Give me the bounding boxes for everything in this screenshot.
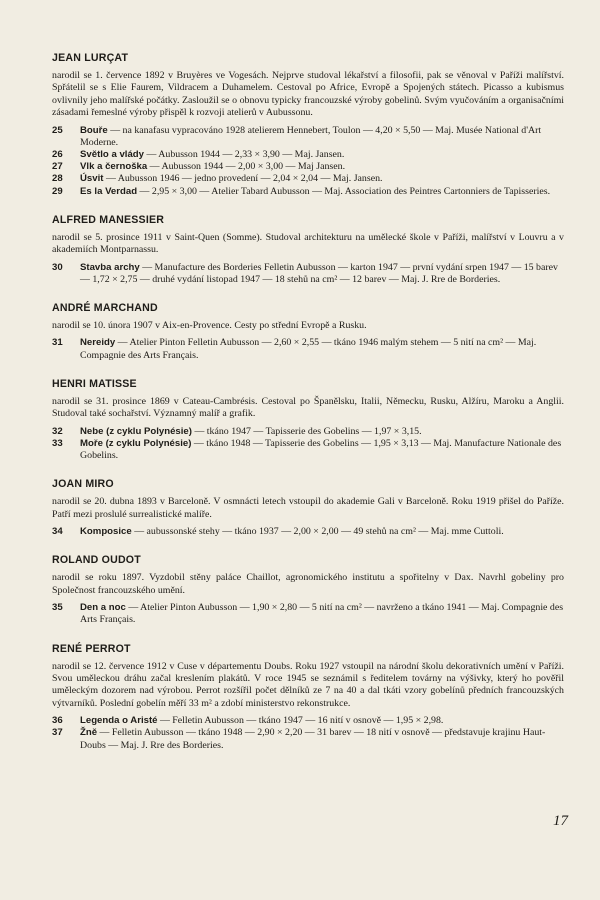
work-number: 32 <box>52 425 63 437</box>
artist-section <box>52 52 564 198</box>
work-title: Es la Verdad <box>80 185 138 197</box>
work-description: — Aubusson 1946 — jedno provedení — 2,04 × 2,04 — Maj. Jansen. <box>103 173 383 185</box>
work-number: 35 <box>52 602 63 614</box>
work-entry <box>52 526 564 538</box>
work-text <box>80 727 564 751</box>
work-description: — aubussonské stehy — tkáno 1937 — 2,00 × 2,00 — 49 stehů na cm² — Maj. mme Cuttoli. <box>131 526 504 538</box>
work-text <box>80 186 564 198</box>
work-description: — Aubusson 1944 — 2,00 × 3,00 — Maj Jansen. <box>147 161 346 173</box>
work-number: 25 <box>52 124 63 136</box>
work-title: Žně <box>80 727 98 739</box>
work-text <box>80 602 564 626</box>
work-number: 34 <box>52 526 63 538</box>
work-description: — tkáno 1947 — Tapisserie des Gobelins — 1,97 × 3,15. <box>191 425 422 437</box>
work-title: Legenda o Aristé <box>80 715 158 727</box>
works-list <box>52 125 564 198</box>
work-entry <box>52 602 564 626</box>
work-description: — Manufacture des Borderies Felletin Aubusson — karton 1947 — první vydání srpen 1947 — 15 barev — 1,72 × 2,75 — druhé vydání listopad 1947 — 18 stehů na cm² — 12 barev — Maj. J. Rre de Borderies. <box>80 261 558 285</box>
work-title: Světlo a vlády <box>80 149 144 161</box>
work-description: — Felletin Aubusson — tkáno 1947 — 16 nití v osnově — 1,95 × 2,98. <box>157 715 444 727</box>
work-text <box>80 173 564 185</box>
work-description: — Felletin Aubusson — tkáno 1948 — 2,90 × 2,20 — 31 barev — 18 nití v osnově — představuje krajinu Haut-Doubs — Maj. J. Rre des Borderies. <box>80 727 546 751</box>
work-number: 28 <box>52 173 63 185</box>
work-entry <box>52 186 564 198</box>
work-description: — Atelier Pinton Aubusson — 1,90 × 2,80 — 5 nití na cm² — navrženo a tkáno 1941 — Maj. Compagnie des Arts Français. <box>80 602 564 626</box>
works-list <box>52 337 564 361</box>
work-description: — na kanafasu vypracováno 1928 atelierem Hennebert, Toulon — 4,20 × 5,50 — Maj. Musée National d'Art Moderne. <box>80 124 542 148</box>
work-entry <box>52 438 564 462</box>
work-entry <box>52 161 564 173</box>
artist-section <box>52 214 564 286</box>
work-text <box>80 125 564 149</box>
artist-name: ROLAND OUDOT <box>52 554 141 567</box>
artist-biography: narodil se 31. prosince 1869 v Cateau-Cambrésis. Cestoval po Španělsku, Italii, Německu, Rusku, Alžíru, Maroku a Anglii. Studoval také sochařství. Významný malíř a grafik. <box>52 395 564 420</box>
work-title: Moře (z cyklu Polynésie) <box>80 437 192 449</box>
work-description: — Atelier Pinton Felletin Aubusson — 2,60 × 2,55 — tkáno 1946 malým stehem — 5 nití na cm² — Maj. Compagnie des Arts Français. <box>80 337 537 361</box>
work-text <box>80 337 564 361</box>
work-title: Nereidy <box>80 337 116 349</box>
work-number: 37 <box>52 727 63 739</box>
work-title: Bouře <box>80 124 108 136</box>
artist-name: ALFRED MANESSIER <box>52 213 165 226</box>
work-entry <box>52 426 564 438</box>
work-text <box>80 161 564 173</box>
work-text <box>80 715 564 727</box>
catalogue-page <box>52 52 564 768</box>
work-number: 30 <box>52 261 63 273</box>
work-title: Úsvit <box>80 173 104 185</box>
artist-section <box>52 302 564 362</box>
work-text <box>80 526 564 538</box>
work-entry <box>52 173 564 185</box>
artist-biography: narodil se 10. února 1907 v Aix-en-Provence. Cesty po střední Evropě a Rusku. <box>52 320 367 332</box>
works-list <box>52 715 564 752</box>
artist-biography: narodil se roku 1897. Vyzdobil stěny paláce Chaillot, agronomického institutu a spořitelny v Dax. Navrhl gobeliny pro Společnost francouzského umění. <box>52 572 564 596</box>
artist-name: ANDRÉ MARCHAND <box>52 302 158 315</box>
work-entry <box>52 125 564 149</box>
work-number: 27 <box>52 161 63 173</box>
artist-name: JOAN MIRO <box>52 478 114 491</box>
work-entry <box>52 337 564 361</box>
work-title: Vlk a černoška <box>80 161 148 173</box>
work-number: 36 <box>52 715 63 727</box>
artist-name: JEAN LURÇAT <box>52 52 129 64</box>
artist-biography: narodil se 5. prosince 1911 v Saint-Quen (Somme). Studoval architekturu na umělecké škole v Paříži, malířství v Louvru a v akademiích Montparnassu. <box>52 231 564 256</box>
work-text <box>80 262 564 286</box>
work-text <box>80 438 564 462</box>
work-number: 29 <box>52 185 63 197</box>
work-title: Den a noc <box>80 602 126 614</box>
page-number: 17 <box>553 813 568 829</box>
work-entry <box>52 149 564 161</box>
works-list <box>52 526 564 538</box>
artist-section <box>52 554 564 626</box>
work-number: 33 <box>52 437 63 449</box>
work-title: Stavba archy <box>80 261 140 273</box>
work-number: 26 <box>52 149 63 161</box>
works-list <box>52 426 564 463</box>
work-text <box>80 426 564 438</box>
artist-name: HENRI MATISSE <box>52 377 137 390</box>
work-number: 31 <box>52 337 63 349</box>
work-title: Nebe (z cyklu Polynésie) <box>80 425 192 437</box>
work-title: Komposice <box>80 526 132 538</box>
artist-list <box>52 52 564 752</box>
work-description: — tkáno 1948 — Tapisserie des Gobelins — 1,95 × 3,13 — Maj. Manufacture Nationale des Gobelins. <box>80 437 562 462</box>
work-text <box>80 149 564 161</box>
artist-biography: narodil se 12. července 1912 v Cuse v départementu Doubs. Roku 1927 vstoupil na národní školu dekorativních umění v Paříži. Svou uměleckou dráhu začal kreslením plakátů. V roce 1945 se seznámil s ředitelem továrny na výšivky, který ho pověřil uměleckým dozorem nad výrobou. Perrot rozšířil počet dělníků ze 7 na 40 a dal tkáti vzory gobelínů předních francouzských výtvarníků. Poslední gobelín měří 33 m² a zdobí ministerstvo rekonstrukce. <box>52 660 564 709</box>
work-entry <box>52 262 564 286</box>
artist-section <box>52 643 564 752</box>
work-description: — 2,95 × 3,00 — Atelier Tabard Aubusson — Maj. Association des Peintres Cartonniers de Tapisseries. <box>137 185 551 197</box>
works-list <box>52 262 564 286</box>
work-entry <box>52 715 564 727</box>
work-entry <box>52 727 564 751</box>
artist-section <box>52 378 564 462</box>
artist-name: RENÉ PERROT <box>52 642 131 655</box>
artist-biography: narodil se 20. dubna 1893 v Barceloně. V osmnácti letech vstoupil do akademie Gali v Barceloně. Roku 1919 přišel do Paříže. Patří mezi proslulé surrealistické malíře. <box>52 496 564 520</box>
works-list <box>52 602 564 626</box>
artist-section <box>52 478 564 538</box>
artist-biography: narodil se 1. července 1892 v Bruyères ve Vogesách. Nejprve studoval lékařství a filosofii, pak se věnoval v Paříži malířství. Spřátelil se s Elie Faurem, Vildracem a Duhamelem. Cestoval po Africe, Evropě a Spojených státech. Picasso a kubismus ovlivnily jeho malířské počátky. Zasloužil se o obnovu typicky francouzské výroby gobelinů. Svým vyučováním a organisačními zásadami řemeslné výroby přispěl k rozvoji atelierů v Aubussonu. <box>52 70 564 119</box>
work-description: — Aubusson 1944 — 2,33 × 3,90 — Maj. Jansen. <box>144 149 345 161</box>
